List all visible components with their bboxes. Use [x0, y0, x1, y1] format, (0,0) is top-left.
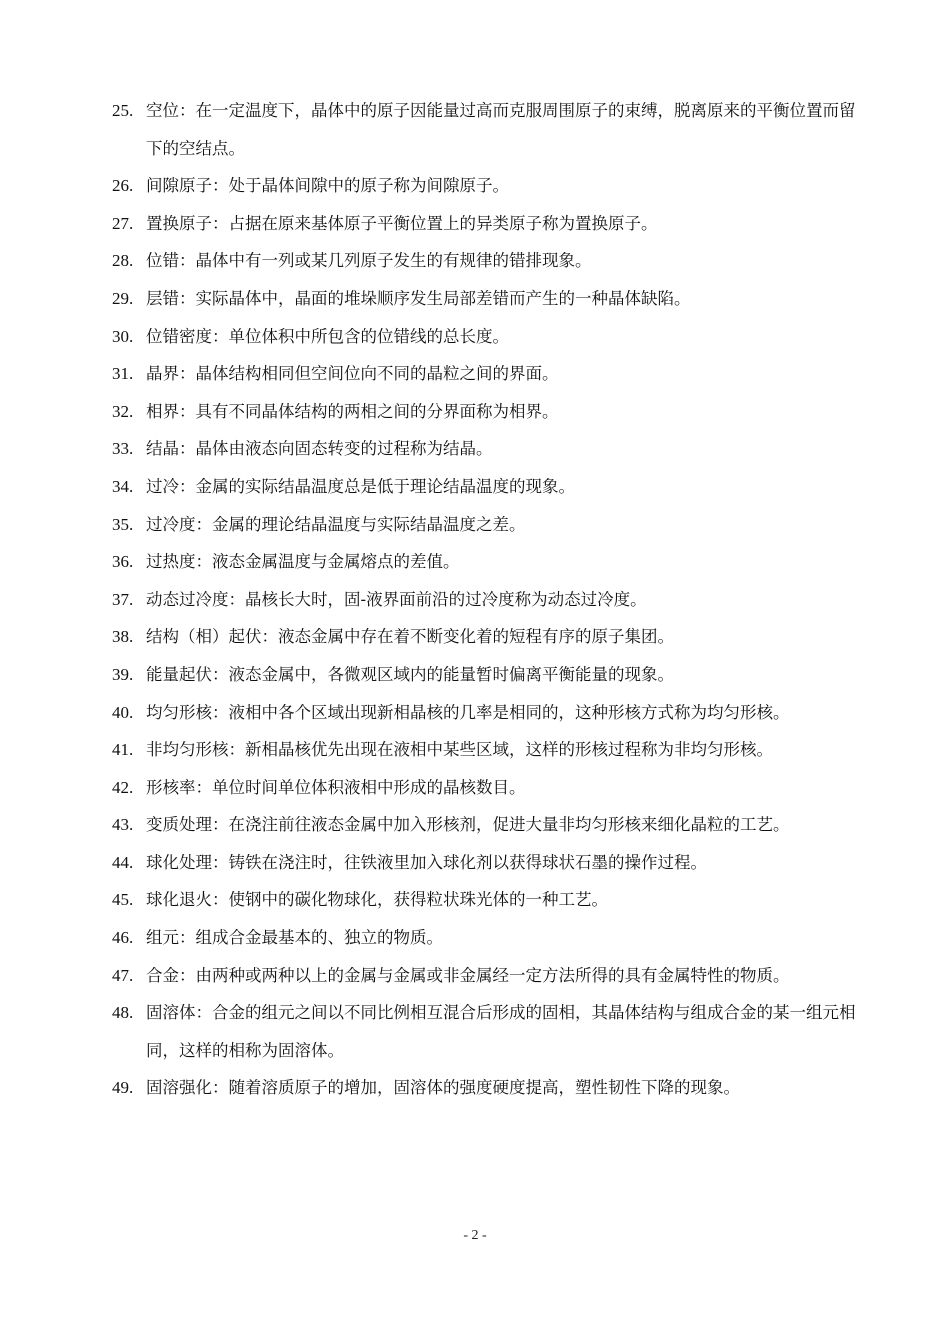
item-text: 固溶体：合金的组元之间以不同比例相互混合后形成的固相，其晶体结构与组成合金的某一组元相同，这样的相称为固溶体。 [146, 1003, 856, 1060]
item-text: 过冷：金属的实际结晶温度总是低于理论结晶温度的现象。 [146, 476, 575, 496]
item-text: 固溶强化：随着溶质原子的增加，固溶体的强度硬度提高，塑性韧性下降的现象。 [146, 1078, 740, 1098]
item-text: 合金：由两种或两种以上的金属与金属或非金属经一定方法所得的具有金属特性的物质。 [146, 965, 790, 985]
list-item [112, 656, 864, 694]
item-number: 42. [112, 777, 134, 797]
item-number: 48. [112, 1003, 134, 1023]
list-item [112, 957, 864, 995]
item-number: 35. [112, 514, 134, 534]
list-item [112, 506, 864, 544]
list-item [112, 543, 864, 581]
item-number: 36. [112, 552, 134, 572]
item-text: 空位：在一定温度下，晶体中的原子因能量过高而克服周围原子的束缚，脱离原来的平衡位置而留下的空结点。 [146, 101, 856, 158]
list-item [112, 280, 864, 318]
list-item [112, 242, 864, 280]
list-item [112, 581, 864, 619]
item-text: 球化处理：铸铁在浇注时，往铁液里加入球化剂以获得球状石墨的操作过程。 [146, 852, 707, 872]
item-text: 位错：晶体中有一列或某几列原子发生的有规律的错排现象。 [146, 251, 592, 271]
list-item [112, 919, 864, 957]
item-number: 27. [112, 213, 134, 233]
list-item [112, 355, 864, 393]
item-text: 形核率：单位时间单位体积液相中形成的晶核数目。 [146, 777, 526, 797]
item-number: 32. [112, 401, 134, 421]
item-text: 晶界：晶体结构相同但空间位向不同的晶粒之间的界面。 [146, 364, 559, 384]
list-item [112, 468, 864, 506]
list-item [112, 318, 864, 356]
item-text: 位错密度：单位体积中所包含的位错线的总长度。 [146, 326, 509, 346]
list-item [112, 92, 864, 167]
list-item [112, 167, 864, 205]
item-number: 31. [112, 364, 134, 384]
item-text: 过热度：液态金属温度与金属熔点的差值。 [146, 552, 460, 572]
item-text: 置换原子：占据在原来基体原子平衡位置上的异类原子称为置换原子。 [146, 213, 658, 233]
item-number: 41. [112, 740, 134, 760]
item-text: 能量起伏：液态金属中，各微观区域内的能量暂时偏离平衡能量的现象。 [146, 664, 674, 684]
item-text: 均匀形核：液相中各个区域出现新相晶核的几率是相同的，这种形核方式称为均匀形核。 [146, 702, 790, 722]
item-number: 30. [112, 326, 134, 346]
item-number: 34. [112, 476, 134, 496]
item-number: 33. [112, 439, 134, 459]
item-text: 动态过冷度：晶核长大时，固-液界面前沿的过冷度称为动态过冷度。 [146, 589, 647, 609]
page-number: - 2 - [463, 1228, 487, 1243]
item-number: 44. [112, 852, 134, 872]
item-number: 47. [112, 965, 134, 985]
item-number: 26. [112, 176, 134, 196]
list-item [112, 1069, 864, 1107]
item-number: 49. [112, 1078, 134, 1098]
list-item [112, 731, 864, 769]
item-number: 43. [112, 815, 134, 835]
item-text: 结构（相）起伏：液态金属中存在着不断变化着的短程有序的原子集团。 [146, 627, 674, 647]
item-text: 组元：组成合金最基本的、独立的物质。 [146, 928, 443, 948]
item-number: 38. [112, 627, 134, 647]
item-text: 相界：具有不同晶体结构的两相之间的分界面称为相界。 [146, 401, 559, 421]
list-item [112, 205, 864, 243]
item-number: 45. [112, 890, 134, 910]
item-number: 25. [112, 101, 134, 120]
item-text: 结晶：晶体由液态向固态转变的过程称为结晶。 [146, 439, 493, 459]
item-text: 变质处理：在浇注前往液态金属中加入形核剂，促进大量非均匀形核来细化晶粒的工艺。 [146, 815, 790, 835]
item-text: 过冷度：金属的理论结晶温度与实际结晶温度之差。 [146, 514, 526, 534]
list-item [112, 844, 864, 882]
list-item [112, 430, 864, 468]
list-item [112, 618, 864, 656]
list-item [112, 806, 864, 844]
list-item [112, 694, 864, 732]
item-text: 非均匀形核：新相晶核优先出现在液相中某些区域，这样的形核过程称为非均匀形核。 [146, 740, 773, 760]
list-item [112, 994, 864, 1069]
item-number: 28. [112, 251, 134, 271]
item-number: 40. [112, 702, 134, 722]
item-number: 46. [112, 928, 134, 948]
definition-list [112, 92, 864, 1107]
item-number: 37. [112, 589, 134, 609]
item-text: 球化退火：使钢中的碳化物球化，获得粒状珠光体的一种工艺。 [146, 890, 608, 910]
item-text: 层错：实际晶体中，晶面的堆垛顺序发生局部差错而产生的一种晶体缺陷。 [146, 288, 691, 308]
list-item [112, 881, 864, 919]
list-item [112, 769, 864, 807]
list-item [112, 393, 864, 431]
item-text: 间隙原子：处于晶体间隙中的原子称为间隙原子。 [146, 176, 509, 196]
item-number: 39. [112, 664, 134, 684]
item-number: 29. [112, 288, 134, 308]
